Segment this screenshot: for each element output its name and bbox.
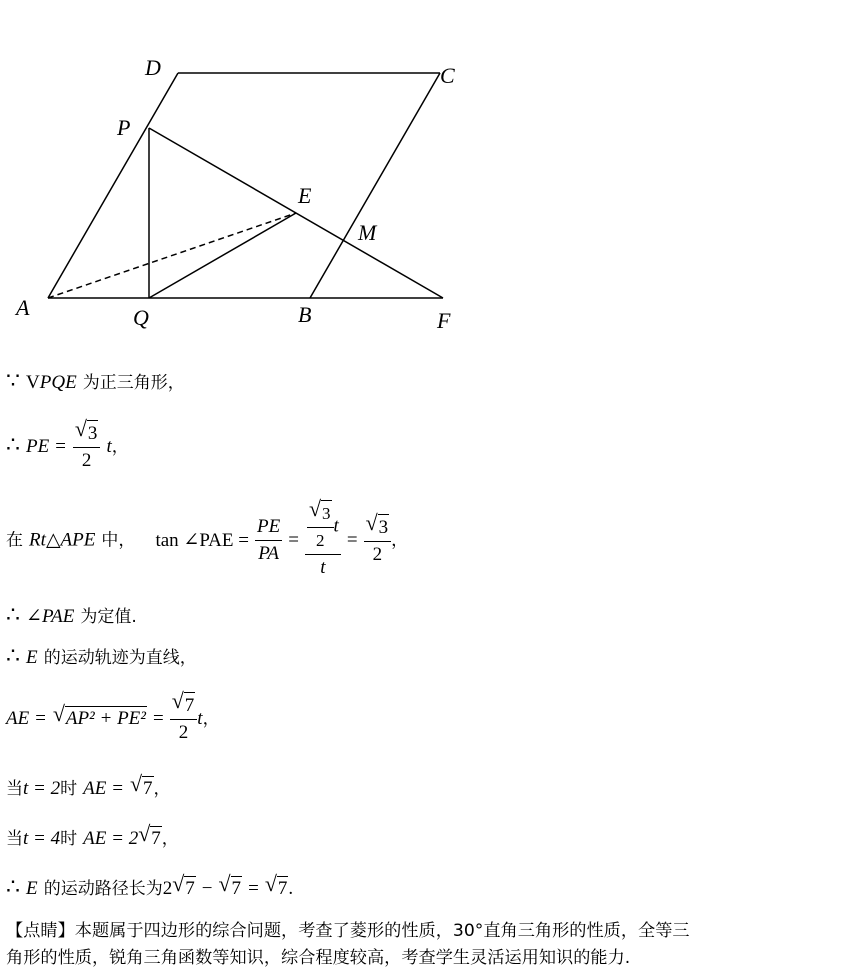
line-7: 当t = 2时 AE = √ 7， — [6, 771, 171, 799]
label-E: E — [298, 183, 312, 208]
fraction-PE-over-PA: $\frac{PE}{PA}$ — [257, 516, 281, 564]
comment-paragraph — [6, 918, 841, 972]
line-3: 在 Rt△APE 中， tan ∠PAE = $\frac{PE}{PA}$ = √ 3 2 t t = √ 3 2 ， — [6, 500, 408, 581]
line-6: AE = √ AP² + PE² = √ 7 2 t， — [6, 692, 220, 746]
comment-line-2: 角形的性质，锐角三角函数等知识，综合程度较高，考查学生灵活运用知识的能力. — [6, 948, 631, 968]
line-8: 当t = 4时 AE = 2 √ 7， — [6, 821, 179, 849]
compound-fraction: √ 3 2 t t — [305, 500, 341, 581]
label-D: D — [145, 55, 161, 80]
label-B: B — [298, 302, 312, 327]
line-9: ∴ E 的运动路径长为2 √ 7 − √ 7 = √ 7. — [6, 871, 294, 900]
sqrt-AP2-PE2: √ AP² + PE² — [52, 701, 146, 729]
label-Q: Q — [133, 305, 149, 330]
segment-AD — [48, 73, 178, 298]
label-F: F — [437, 308, 451, 333]
line-2: ∴ PE = √ 3 2 t， — [6, 420, 129, 474]
line-5: ∴ E 的运动轨迹为直线， — [6, 644, 197, 669]
line-4: ∴ ∠PAE 为定值. — [6, 603, 137, 628]
fraction-sqrt7-over-2: √ 7 2 — [170, 692, 198, 746]
fraction-sqrt3-over-2-result: √ 3 2 — [364, 514, 392, 568]
comment-line-1: 【点睛】本题属于四边形的综合问题，考查了菱形的性质，30°直角三角形的性质，全等三 — [6, 921, 690, 941]
label-C: C — [440, 63, 455, 88]
line-1: ∵ VPQE 为正三角形， — [6, 369, 185, 394]
label-M: M — [358, 220, 377, 245]
geometry-figure — [0, 0, 480, 340]
label-A: A — [16, 295, 30, 320]
segment-CB — [310, 73, 440, 298]
fraction-sqrt3-over-2: √ 3 2 — [73, 420, 101, 474]
label-P: P — [117, 115, 131, 140]
